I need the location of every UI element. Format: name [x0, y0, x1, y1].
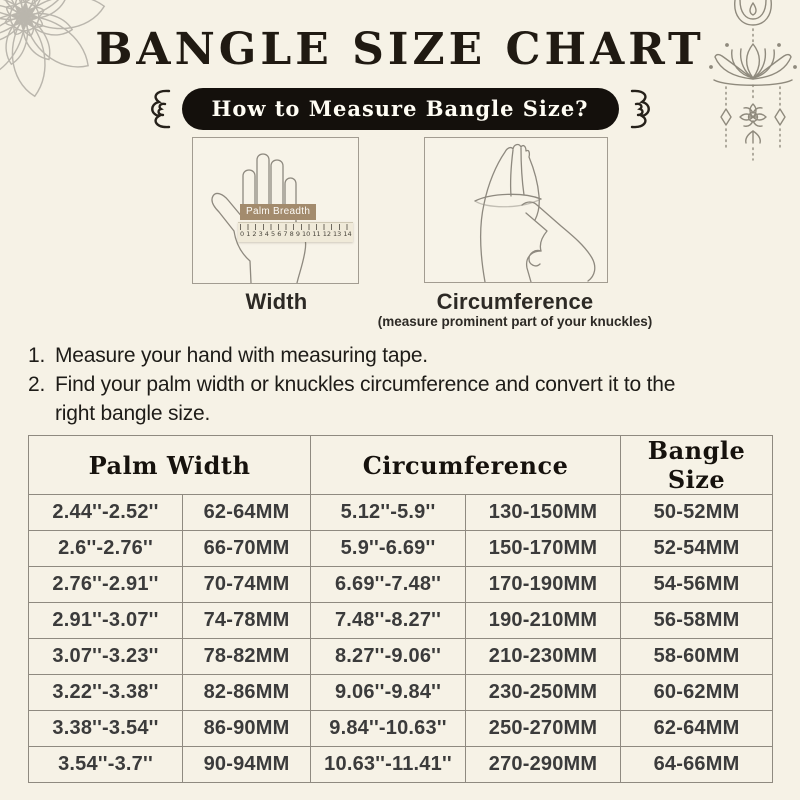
table-cell: 56-58MM	[621, 603, 773, 639]
step-1-text: Measure your hand with measuring tape.	[55, 344, 428, 367]
header-bangle-size: Bangle Size	[621, 436, 773, 495]
table-cell: 3.38''-3.54''	[29, 711, 183, 747]
step-2-text: Find your palm width or knuckles circumference and convert it to the right bangle size.	[55, 372, 676, 425]
figure-captions	[0, 289, 800, 329]
circumference-figure	[424, 137, 608, 283]
table-cell: 130-150MM	[466, 495, 621, 531]
table-cell: 86-90MM	[183, 711, 311, 747]
table-row	[29, 639, 773, 675]
table-cell: 9.84''-10.63''	[311, 711, 466, 747]
table-cell: 3.07''-3.23''	[29, 639, 183, 675]
circumference-caption-cell	[377, 289, 653, 329]
table-cell: 54-56MM	[621, 567, 773, 603]
swirl-left-icon	[145, 86, 172, 132]
table-cell: 10.63''-11.41''	[311, 747, 466, 783]
table-cell: 62-64MM	[183, 495, 311, 531]
page-title: BANGLE SIZE CHART	[95, 24, 705, 75]
measure-figures	[0, 137, 800, 284]
palm-breadth-chip: Palm Breadth	[240, 204, 316, 220]
table-row	[29, 675, 773, 711]
table-row	[29, 567, 773, 603]
table-cell: 2.44''-2.52''	[29, 495, 183, 531]
instruction-step-1	[28, 342, 768, 371]
table-cell: 250-270MM	[466, 711, 621, 747]
table-row	[29, 747, 773, 783]
table-cell: 7.48''-8.27''	[311, 603, 466, 639]
width-figure	[192, 137, 359, 284]
table-cell: 62-64MM	[621, 711, 773, 747]
circumference-note: (measure prominent part of your knuckles)	[377, 314, 653, 329]
header-circumference: Circumference	[311, 436, 621, 495]
table-cell: 74-78MM	[183, 603, 311, 639]
instruction-step-2	[28, 371, 768, 429]
width-caption-cell	[194, 289, 359, 315]
table-row	[29, 711, 773, 747]
table-cell: 3.54''-3.7''	[29, 747, 183, 783]
table-cell: 70-74MM	[183, 567, 311, 603]
measure-pill: How to Measure Bangle Size?	[182, 88, 619, 130]
table-cell: 52-54MM	[621, 531, 773, 567]
size-table	[28, 435, 773, 783]
step-2-number: 2.	[28, 372, 46, 396]
table-cell: 58-60MM	[621, 639, 773, 675]
instructions	[28, 342, 768, 429]
table-cell: 230-250MM	[466, 675, 621, 711]
table-row	[29, 495, 773, 531]
ruler	[238, 222, 353, 242]
table-cell: 2.6''-2.76''	[29, 531, 183, 567]
table-cell: 78-82MM	[183, 639, 311, 675]
table-header-row	[29, 436, 773, 495]
ruler-numbers: 0 1 2 3 4 5 6 7 8 9 10 11 12 13 14	[240, 230, 352, 238]
step-1-number: 1.	[28, 344, 46, 367]
width-caption: Width	[245, 289, 308, 314]
circumference-caption: Circumference	[436, 289, 594, 314]
table-cell: 190-210MM	[466, 603, 621, 639]
table-cell: 8.27''-9.06''	[311, 639, 466, 675]
table-cell: 50-52MM	[621, 495, 773, 531]
table-cell: 66-70MM	[183, 531, 311, 567]
table-cell: 3.22''-3.38''	[29, 675, 183, 711]
table-row	[29, 603, 773, 639]
table-cell: 60-62MM	[621, 675, 773, 711]
table-cell: 170-190MM	[466, 567, 621, 603]
table-cell: 5.12''-5.9''	[311, 495, 466, 531]
table-cell: 64-66MM	[621, 747, 773, 783]
header-palm-width: Palm Width	[29, 436, 311, 495]
table-row	[29, 531, 773, 567]
table-cell: 2.91''-3.07''	[29, 603, 183, 639]
table-cell: 90-94MM	[183, 747, 311, 783]
table-cell: 9.06''-9.84''	[311, 675, 466, 711]
table-cell: 150-170MM	[466, 531, 621, 567]
knuckle-measure-icon	[425, 138, 607, 282]
table-cell: 2.76''-2.91''	[29, 567, 183, 603]
swirl-right-icon	[629, 86, 656, 132]
table-cell: 6.69''-7.48''	[311, 567, 466, 603]
table-cell: 5.9''-6.69''	[311, 531, 466, 567]
table-cell: 210-230MM	[466, 639, 621, 675]
measure-heading-row	[0, 86, 800, 132]
table-cell: 82-86MM	[183, 675, 311, 711]
table-cell: 270-290MM	[466, 747, 621, 783]
